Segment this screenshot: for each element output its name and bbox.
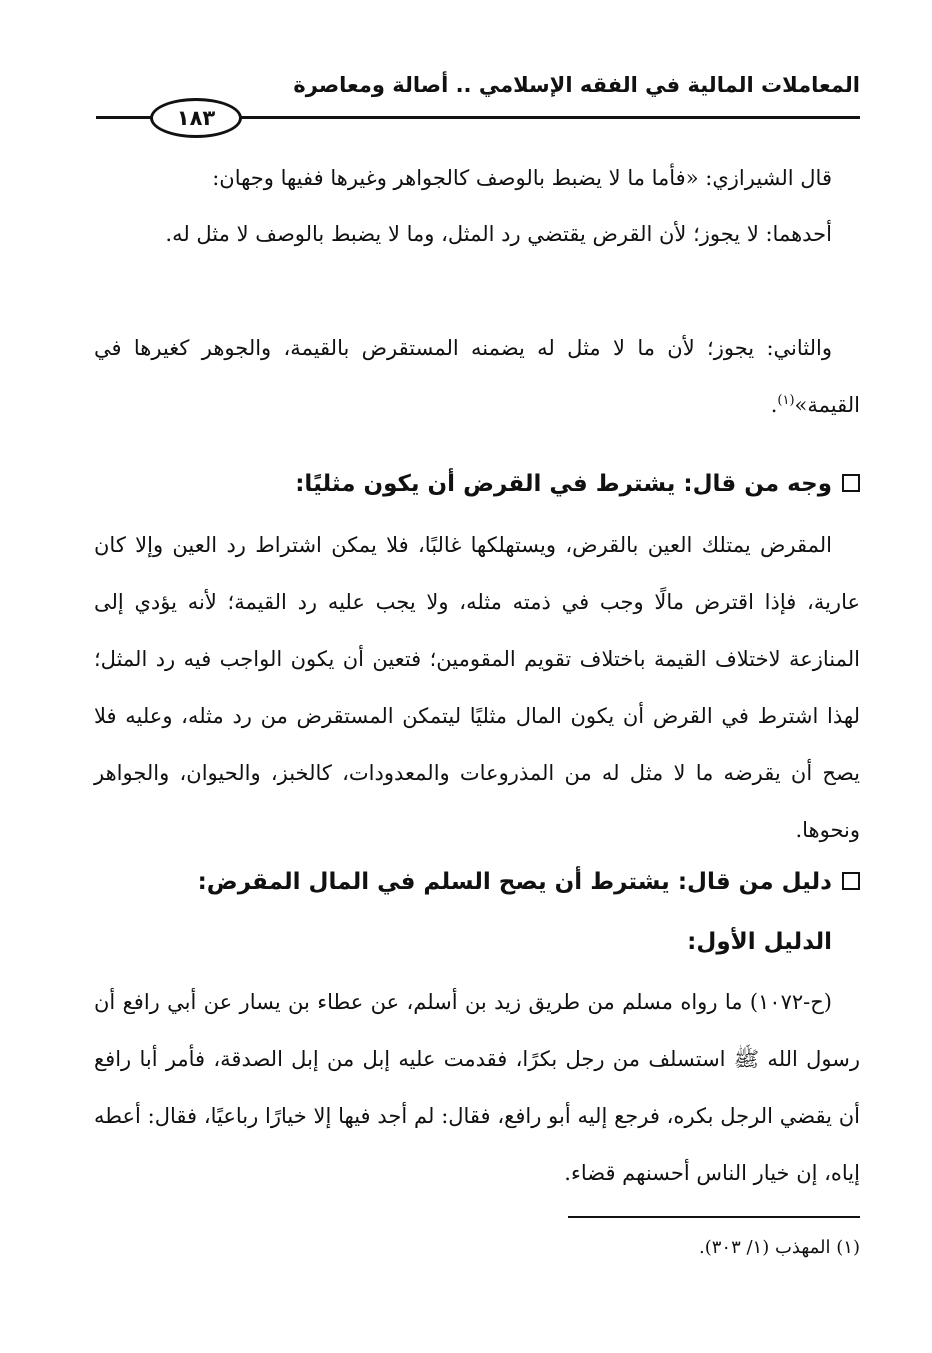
section-heading-similar-condition (94, 464, 860, 504)
paragraph-hadith-abu-rafi: (ح-١٠٧٢) ما رواه مسلم من طريق زيد بن أسلم، عن عطاء بن يسار عن أبي رافع أن رسول الله ﷺ استسلف من رجل بكرًا، فقدمت عليه إبل من إبل الصدقة، فأمر أبا رافع أن يقضي الرجل بكره، فرجع إليه أبو رافع، فقال: لم أجد فيها إلا خيارًا رباعيًا، فقال: أعطه إياه، إن خيار الناس أحسنهم قضاء. (94, 990, 860, 1185)
section-heading-similar-condition-text: وجه من قال: يشترط في القرض أن يكون مثليًا: (295, 471, 832, 497)
square-outline-icon (842, 474, 860, 492)
paragraph-second-view-text: والثاني: يجوز؛ لأن ما لا مثل له يضمنه المستقرض بالقيمة، والجوهر كغيرها في القيمة» (94, 336, 860, 417)
square-outline-icon (842, 872, 860, 890)
running-title: المعاملات المالية في الفقه الإسلامي .. أصالة ومعاصرة (293, 73, 860, 97)
footnote-rule (568, 1216, 860, 1218)
paragraph-second-view (94, 320, 860, 434)
footnote: (١) المهذب (١/ ٣٠٣). (698, 1237, 860, 1258)
paragraph-lender-ownership: المقرض يمتلك العين بالقرض، ويستهلكها غالبًا، فلا يمكن اشتراط رد العين وإلا كان عارية، فإذا اقترض مالًا وجب في ذمته مثله، ولا يجب عليه رد القيمة؛ لأنه يؤدي إلى المنازعة لاختلاف القيمة باختلاف تقويم المقومين؛ فتعين أن يكون الواجب فيه رد المثل؛ لهذا اشترط في القرض أن يكون المال مثليًا ليتمكن المستقرض من رد مثله، وعليه فلا يصح أن يقرضه ما لا مثل له من المذروعات والمعدودات، كالخبز، والحيوان، والجواهر ونحوها. (94, 533, 860, 842)
subheading-first-evidence: الدليل الأول: (687, 929, 832, 955)
section-heading-salam-condition-text: دليل من قال: يشترط أن يصح السلم في المال المقرض: (197, 869, 832, 895)
footnote-reference[interactable]: (١) (777, 393, 795, 408)
section-heading-salam-condition (94, 862, 860, 902)
page-number: ١٨٣ (150, 98, 242, 138)
paragraph-shirazi-quote: قال الشيرازي: «فأما ما لا يضبط بالوصف كالجواهر وغيرها ففيها وجهان: (212, 166, 832, 190)
paragraph-second-view-end: . (770, 393, 778, 417)
paragraph-first-view: أحدهما: لا يجوز؛ لأن القرض يقتضي رد المثل، وما لا يضبط بالوصف لا مثل له. (165, 222, 832, 246)
